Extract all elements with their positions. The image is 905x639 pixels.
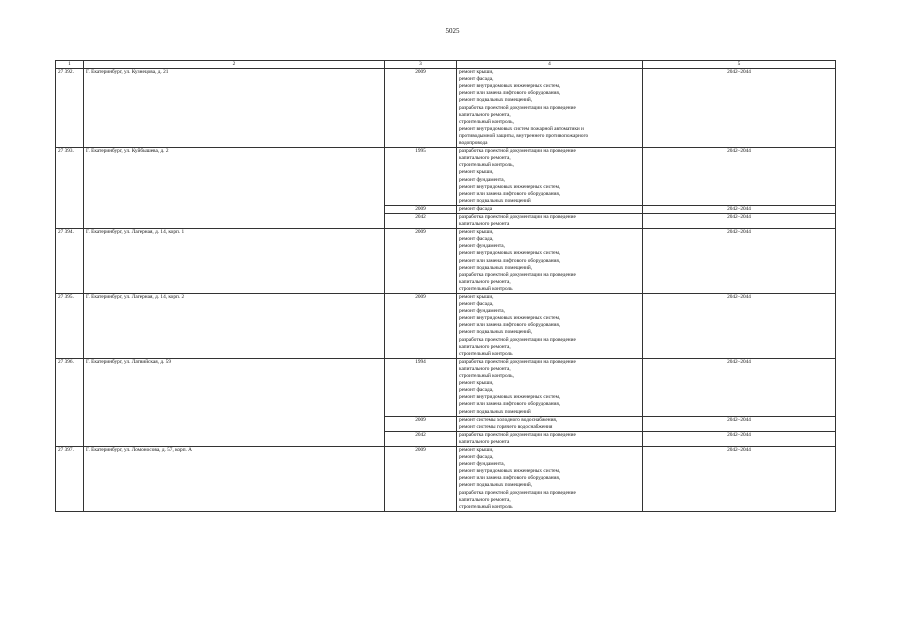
work-item: ремонт или замена лифтового оборудования, — [459, 475, 561, 482]
record-number: 27 392. — [56, 69, 84, 148]
work-item: строительный контроль, — [459, 162, 514, 169]
planned-period: 2042–2044 — [643, 229, 836, 294]
work-item: ремонт подвальных помещений — [459, 197, 531, 204]
table-row — [56, 446, 836, 511]
record-number: 27 395. — [56, 294, 84, 359]
work-item: строительный контроль, — [459, 373, 514, 380]
planned-period: 2042–2044 — [643, 358, 836, 416]
table-row — [56, 148, 836, 206]
table-row — [56, 358, 836, 416]
work-list — [457, 416, 643, 431]
work-list — [457, 69, 643, 148]
column-header: 1 — [56, 61, 84, 69]
year-cell: 2042 — [385, 431, 457, 446]
building-address: Г. Екатеринбург, ул. Лагерная, д. 14, корп. 2 — [84, 294, 385, 359]
work-item: ремонт фундамента, — [459, 176, 505, 183]
planned-period: 2042–2044 — [643, 205, 836, 213]
planned-period: 2042–2044 — [643, 431, 836, 446]
work-item: ремонт фундамента, — [459, 308, 505, 315]
work-item: капитального ремонта, — [459, 155, 511, 162]
work-item: ремонт или замена лифтового оборудования, — [459, 401, 561, 408]
work-item: ремонт крыши, — [459, 294, 494, 300]
work-item: ремонт внутридомовых инженерных систем, — [459, 394, 561, 401]
year-cell: 2009 — [385, 294, 457, 359]
work-list — [457, 148, 643, 206]
work-item: ремонт подвальных помещений, — [459, 329, 533, 336]
column-header: 4 — [457, 61, 643, 69]
table-row — [56, 294, 836, 359]
work-item: капитального ремонта, — [459, 496, 511, 503]
record-number: 27 396. — [56, 358, 84, 446]
record-number: 27 393. — [56, 148, 84, 229]
building-address: Г. Екатеринбург, ул. Кузнецова, д. 21 — [84, 69, 385, 148]
work-item: ремонт фасада — [459, 205, 493, 212]
work-item: разработка проектной документации на проведение — [459, 104, 576, 111]
work-item: разработка проектной документации на проведение — [459, 358, 576, 365]
work-item: ремонт или замена лифтового оборудования, — [459, 322, 561, 329]
work-item: ремонт внутридомовых инженерных систем, — [459, 83, 561, 90]
work-item: ремонт крыши, — [459, 69, 494, 76]
work-item: ремонт фундамента, — [459, 243, 505, 250]
record-number: 27 397. — [56, 446, 84, 511]
work-list — [457, 229, 643, 294]
work-item: ремонт крыши, — [459, 229, 494, 236]
work-list — [457, 358, 643, 416]
work-item: разработка проектной документации на проведение — [459, 271, 576, 278]
year-cell: 2009 — [385, 229, 457, 294]
work-item: ремонт крыши, — [459, 169, 494, 176]
building-address: Г. Екатеринбург, ул. Лагерная, д. 14, корп. 1 — [84, 229, 385, 294]
work-item: капитального ремонта — [459, 438, 510, 445]
register-body — [56, 61, 836, 512]
year-cell: 1994 — [385, 358, 457, 416]
year-cell: 2009 — [385, 446, 457, 511]
work-item: ремонт фасада, — [459, 76, 494, 83]
work-item: разработка проектной документации на проведение — [459, 489, 576, 496]
work-item: ремонт внутридомовых инженерных систем, — [459, 250, 561, 257]
work-item: водопровода — [459, 140, 488, 147]
work-item: ремонт или замена лифтового оборудования, — [459, 257, 561, 264]
work-item: разработка проектной документации на проведение — [459, 336, 576, 343]
work-item: строительный контроль — [459, 350, 513, 357]
building-address: Г. Екатеринбург, ул. Латвийская, д. 59 — [84, 358, 385, 446]
planned-period: 2042–2044 — [643, 446, 836, 511]
work-item: ремонт подвальных помещений, — [459, 482, 533, 489]
table-row — [56, 69, 836, 148]
planned-period: 2042–2044 — [643, 69, 836, 148]
work-item: разработка проектной документации на проведение — [459, 148, 576, 155]
work-list — [457, 205, 643, 213]
work-item: ремонт крыши, — [459, 380, 494, 387]
column-header: 3 — [385, 61, 457, 69]
work-item: капитального ремонта, — [459, 111, 511, 118]
column-header: 5 — [643, 61, 836, 69]
work-item: ремонт или замена лифтового оборудования, — [459, 190, 561, 197]
work-item: капитального ремонта, — [459, 343, 511, 350]
building-address: Г. Екатеринбург, ул. Куйбышева, д. 2 — [84, 148, 385, 229]
work-item: ремонт внутридомовых инженерных систем, — [459, 468, 561, 475]
work-item: ремонт крыши, — [459, 446, 494, 453]
work-item: ремонт фасада, — [459, 454, 494, 461]
work-item: ремонт фундамента, — [459, 461, 505, 468]
work-item: ремонт подвальных помещений, — [459, 97, 533, 104]
planned-period: 2042–2044 — [643, 294, 836, 359]
year-cell: 2009 — [385, 69, 457, 148]
year-cell: 2009 — [385, 205, 457, 213]
work-item: ремонт фасада, — [459, 387, 494, 394]
table-row — [56, 229, 836, 294]
planned-period: 2042–2044 — [643, 148, 836, 206]
page-number: 5025 — [445, 27, 460, 35]
work-item: ремонт фасада, — [459, 301, 494, 308]
year-cell: 2042 — [385, 213, 457, 228]
year-cell: 1995 — [385, 148, 457, 206]
column-number-row — [56, 61, 836, 69]
work-item: ремонт внутридомовых инженерных систем, — [459, 315, 561, 322]
work-item: противодымной защиты, внутреннего противопожарного — [459, 132, 589, 139]
work-list — [457, 446, 643, 511]
work-item: ремонт подвальных помещений — [459, 408, 531, 415]
work-item: ремонт системы горячего водоснабжения — [459, 423, 553, 430]
work-item: ремонт внутридомовых инженерных систем, — [459, 183, 561, 190]
work-item: капитального ремонта, — [459, 365, 511, 372]
work-item: разработка проектной документации на проведение — [459, 431, 576, 438]
column-header: 2 — [84, 61, 385, 69]
work-item: ремонт фасада, — [459, 236, 494, 243]
work-item: ремонт подвальных помещений, — [459, 264, 533, 271]
work-item: строительный контроль — [459, 285, 513, 292]
work-list — [457, 431, 643, 446]
work-item: ремонт внутридомовых систем пожарной автоматики и — [459, 125, 584, 132]
year-cell: 2009 — [385, 416, 457, 431]
work-item: строительный контроль, — [459, 118, 514, 125]
building-address: Г. Екатеринбург, ул. Ломоносова, д. 57, корп. А — [84, 446, 385, 511]
work-list — [457, 213, 643, 228]
work-item: разработка проектной документации на проведение — [459, 213, 576, 220]
record-number: 27 394. — [56, 229, 84, 294]
work-item: строительный контроль — [459, 503, 513, 510]
work-item: ремонт или замена лифтового оборудования, — [459, 90, 561, 97]
work-list — [457, 294, 643, 359]
work-item: капитального ремонта — [459, 221, 510, 228]
work-item: капитального ремонта, — [459, 278, 511, 285]
register-table — [55, 60, 836, 512]
work-item: ремонт системы холодного водоснабжения, — [459, 416, 558, 423]
planned-period: 2042–2044 — [643, 416, 836, 431]
planned-period: 2042–2044 — [643, 213, 836, 228]
